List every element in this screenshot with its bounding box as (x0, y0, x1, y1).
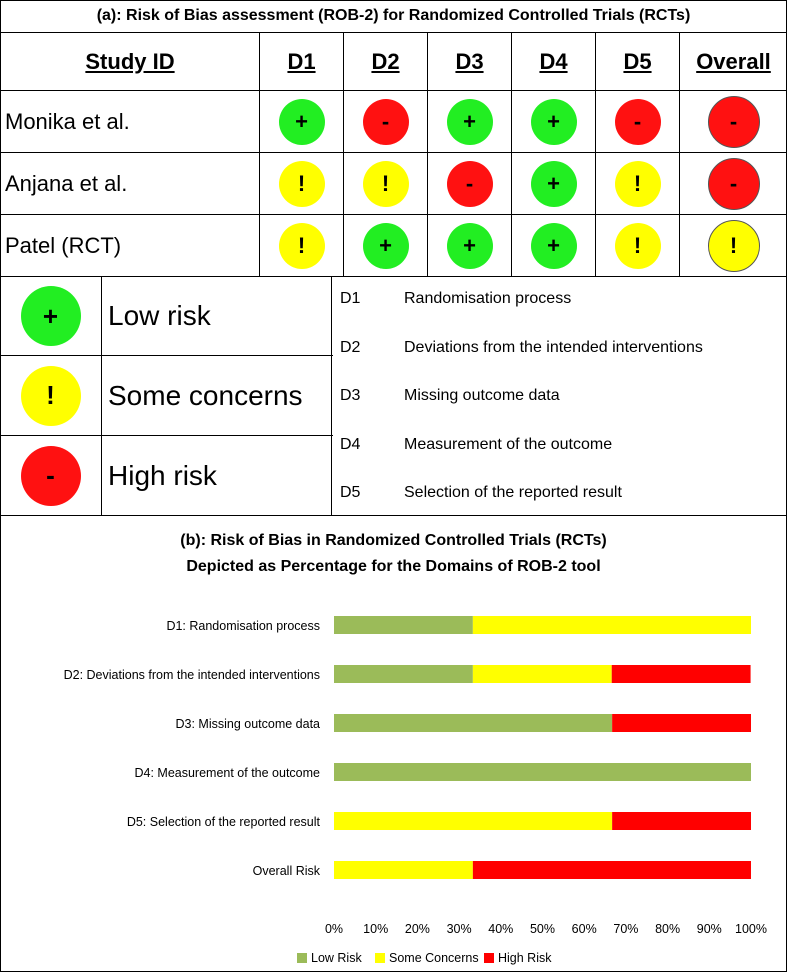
header-d3: D3 (428, 33, 512, 91)
judgement-dot: ! (279, 161, 325, 207)
study-name: Anjana et al. (1, 153, 260, 215)
judgement-dot: - (363, 99, 409, 145)
judgement-dot: - (447, 161, 493, 207)
bar-segment (334, 812, 612, 830)
domain-code: D5 (340, 484, 361, 501)
header-d4: D4 (512, 33, 596, 91)
panel-a-title: (a): Risk of Bias assessment (ROB-2) for Randomized Controlled Trials (RCTs) (0, 0, 787, 33)
x-tick-label: 60% (571, 922, 597, 936)
header-d2: D2 (344, 33, 428, 91)
category-label: Overall Risk (252, 864, 320, 878)
judgement-dot: + (531, 99, 577, 145)
overall-judgement-dot: ! (708, 220, 760, 272)
x-tick-label: 20% (404, 922, 430, 936)
bar-segment (612, 812, 751, 830)
domain-code: D1 (340, 290, 361, 307)
legend-low-icon-cell (0, 277, 102, 355)
bar-segment (612, 665, 751, 683)
low-risk-icon: + (21, 286, 81, 346)
bar-segment (473, 861, 751, 879)
x-tick-label: 100% (735, 922, 767, 936)
legend-high-icon-cell (0, 436, 102, 515)
overall-judgement-dot: - (708, 96, 760, 148)
judgement-dot: + (279, 99, 325, 145)
bar-segment (334, 861, 473, 879)
domain-description: Deviations from the intended interventions (404, 339, 703, 356)
x-tick-label: 80% (655, 922, 681, 936)
bar-segment (334, 665, 473, 683)
legend-swatch (297, 953, 307, 963)
judgement-dot: ! (615, 223, 661, 269)
table-row (1, 153, 787, 215)
judgement-dot: + (447, 223, 493, 269)
header-d1: D1 (260, 33, 344, 91)
panel-b-title-line1: (b): Risk of Bias in Randomized Controlled Trials (RCTs) (180, 532, 607, 549)
panel-b-title-line2: Depicted as Percentage for the Domains of ROB-2 tool (186, 558, 601, 575)
bar-segment (334, 763, 751, 781)
category-label: D3: Missing outcome data (175, 717, 320, 731)
high-risk-icon: - (21, 446, 81, 506)
bar-segment (612, 714, 751, 732)
overall-judgement-dot: - (708, 158, 760, 210)
judgement-dot: + (447, 99, 493, 145)
domain-description: Missing outcome data (404, 387, 560, 404)
x-tick-label: 70% (613, 922, 639, 936)
rob-table (0, 32, 787, 277)
legend-some-label: Some concerns (102, 356, 332, 435)
domain-description: Measurement of the outcome (404, 436, 613, 453)
domain-code: D3 (340, 387, 361, 404)
category-label: D2: Deviations from the intended interventions (63, 668, 320, 682)
domain-description: Selection of the reported result (404, 484, 622, 501)
x-tick-label: 90% (696, 922, 722, 936)
domain-code: D2 (340, 339, 361, 356)
table-row (1, 91, 787, 153)
table-header-row (1, 33, 787, 91)
legend-swatch (484, 953, 494, 963)
bar-segment (473, 616, 751, 634)
judgement-dot: - (615, 99, 661, 145)
judgement-dot: ! (363, 161, 409, 207)
header-overall: Overall (680, 33, 787, 91)
legend-and-domains (0, 277, 787, 516)
judgement-dot: ! (279, 223, 325, 269)
judgement-dot: + (531, 223, 577, 269)
bar-segment (334, 714, 612, 732)
study-name: Monika et al. (1, 91, 260, 153)
header-d5: D5 (596, 33, 680, 91)
x-tick-label: 10% (363, 922, 389, 936)
category-label: D4: Measurement of the outcome (134, 766, 320, 780)
category-label: D1: Randomisation process (166, 619, 320, 633)
legend-high-label: High risk (102, 436, 332, 515)
legend-low-label: Low risk (102, 277, 332, 355)
study-name: Patel (RCT) (1, 215, 260, 277)
legend-label: High Risk (498, 951, 552, 965)
some-concerns-icon: ! (21, 366, 81, 426)
category-label: D5: Selection of the reported result (126, 815, 320, 829)
bar-segment (473, 665, 612, 683)
judgement-dot: ! (615, 161, 661, 207)
legend-label: Low Risk (311, 951, 362, 965)
domain-description: Randomisation process (404, 290, 572, 307)
x-tick-label: 40% (488, 922, 514, 936)
judgement-dot: + (531, 161, 577, 207)
bar-segment (334, 616, 473, 634)
x-tick-label: 0% (324, 922, 344, 936)
legend-swatch (375, 953, 385, 963)
header-study-id: Study ID (1, 33, 260, 91)
table-row (1, 215, 787, 277)
legend-label: Some Concerns (389, 951, 479, 965)
x-tick-label: 50% (529, 922, 556, 936)
legend-some-icon-cell (0, 356, 102, 435)
domain-code: D4 (340, 436, 361, 453)
stacked-bar-chart (0, 590, 787, 970)
judgement-dot: + (363, 223, 409, 269)
x-tick-label: 30% (446, 922, 472, 936)
